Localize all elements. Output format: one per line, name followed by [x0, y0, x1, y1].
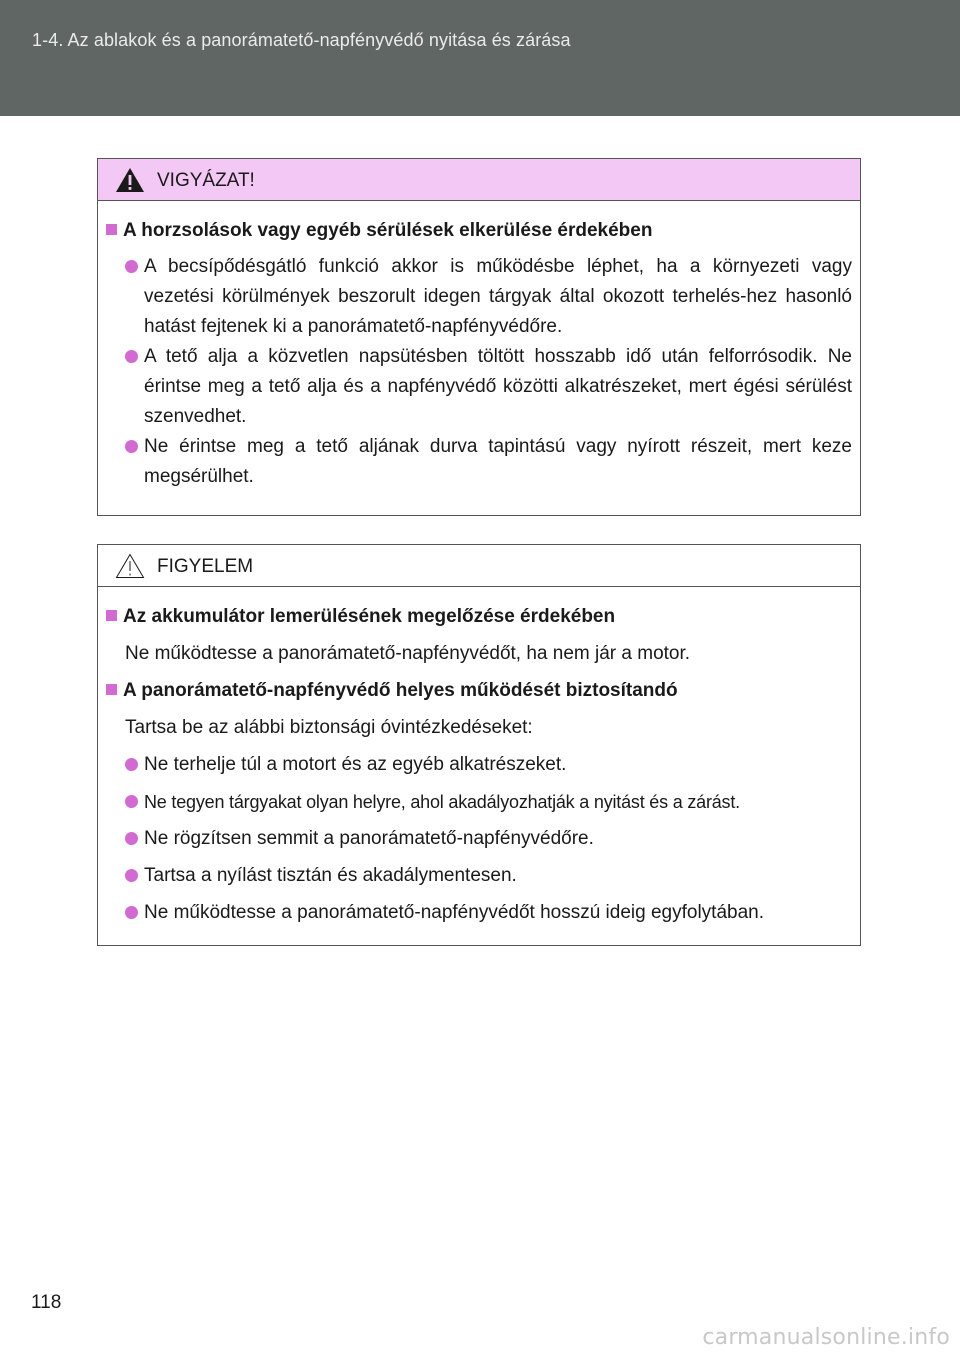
notice-box — [97, 544, 861, 946]
chapter-header — [0, 0, 960, 116]
round-bullet-icon — [125, 350, 138, 363]
notice-text: Ne működtesse a panorámatető-napfényvédőt, ha nem jár a motor. — [125, 643, 691, 664]
round-bullet-icon — [125, 440, 138, 453]
round-bullet-icon — [125, 906, 138, 919]
chapter-title: 1-4. Az ablakok és a panorámatető-napfényvédő nyitása és zárása — [32, 30, 571, 50]
round-bullet-icon — [125, 795, 138, 808]
caution-item: A tető alja a közvetlen napsütésben töltött hosszabb idő után felforrósodik. Ne érintse meg a tető alja és a napfényvédő közötti alkatrészeket, mert égési sérülést szenvedhet. — [144, 342, 852, 432]
notice-section-heading: Az akkumulátor lemerülésének megelőzése érdekében — [106, 605, 850, 629]
square-bullet-icon — [106, 684, 117, 695]
warning-filled-icon — [115, 167, 145, 193]
caution-box — [97, 158, 861, 516]
notice-item: Ne tegyen tárgyakat olyan helyre, ahol akadályozhatják a nyitást és a zárást. — [144, 787, 852, 817]
notice-item: Ne terhelje túl a motort és az egyéb alkatrészeket. — [144, 750, 852, 780]
round-bullet-icon — [125, 758, 138, 771]
caution-header — [98, 159, 860, 201]
notice-section-heading: A panorámatető-napfényvédő helyes működését biztosítandó — [106, 679, 850, 703]
caution-title: VIGYÁZAT! — [157, 170, 255, 191]
round-bullet-icon — [125, 832, 138, 845]
notice-title: FIGYELEM — [157, 556, 254, 577]
notice-item: Tartsa a nyílást tisztán és akadálymentesen. — [144, 861, 852, 891]
caution-item: A becsípődésgátló funkció akkor is működésbe léphet, ha a környezeti vagy vezetési körülmények beszorult idegen tárgyak által okozott terhelés-hez hasonló hatást fejtenek ki a panorámatető-napfényvédőre. — [144, 252, 852, 342]
notice-text: Tartsa be az alábbi biztonsági óvintézkedéseket: — [125, 717, 533, 738]
notice-item: Ne működtesse a panorámatető-napfényvédőt hosszú ideig egyfolytában. — [144, 898, 852, 928]
round-bullet-icon — [125, 260, 138, 273]
square-bullet-icon — [106, 224, 117, 235]
page-number: 118 — [31, 1292, 62, 1313]
notice-item: Ne rögzítsen semmit a panorámatető-napfényvédőre. — [144, 824, 852, 854]
round-bullet-icon — [125, 869, 138, 882]
watermark: carmanualsonline.info — [702, 1325, 950, 1350]
notice-header — [98, 545, 860, 587]
warning-outline-icon — [115, 553, 145, 579]
caution-item: Ne érintse meg a tető aljának durva tapintású vagy nyírott részeit, mert keze megsérülhet. — [144, 432, 852, 492]
square-bullet-icon — [106, 610, 117, 621]
caution-section-heading: A horzsolások vagy egyéb sérülések elkerülése érdekében — [106, 219, 850, 243]
